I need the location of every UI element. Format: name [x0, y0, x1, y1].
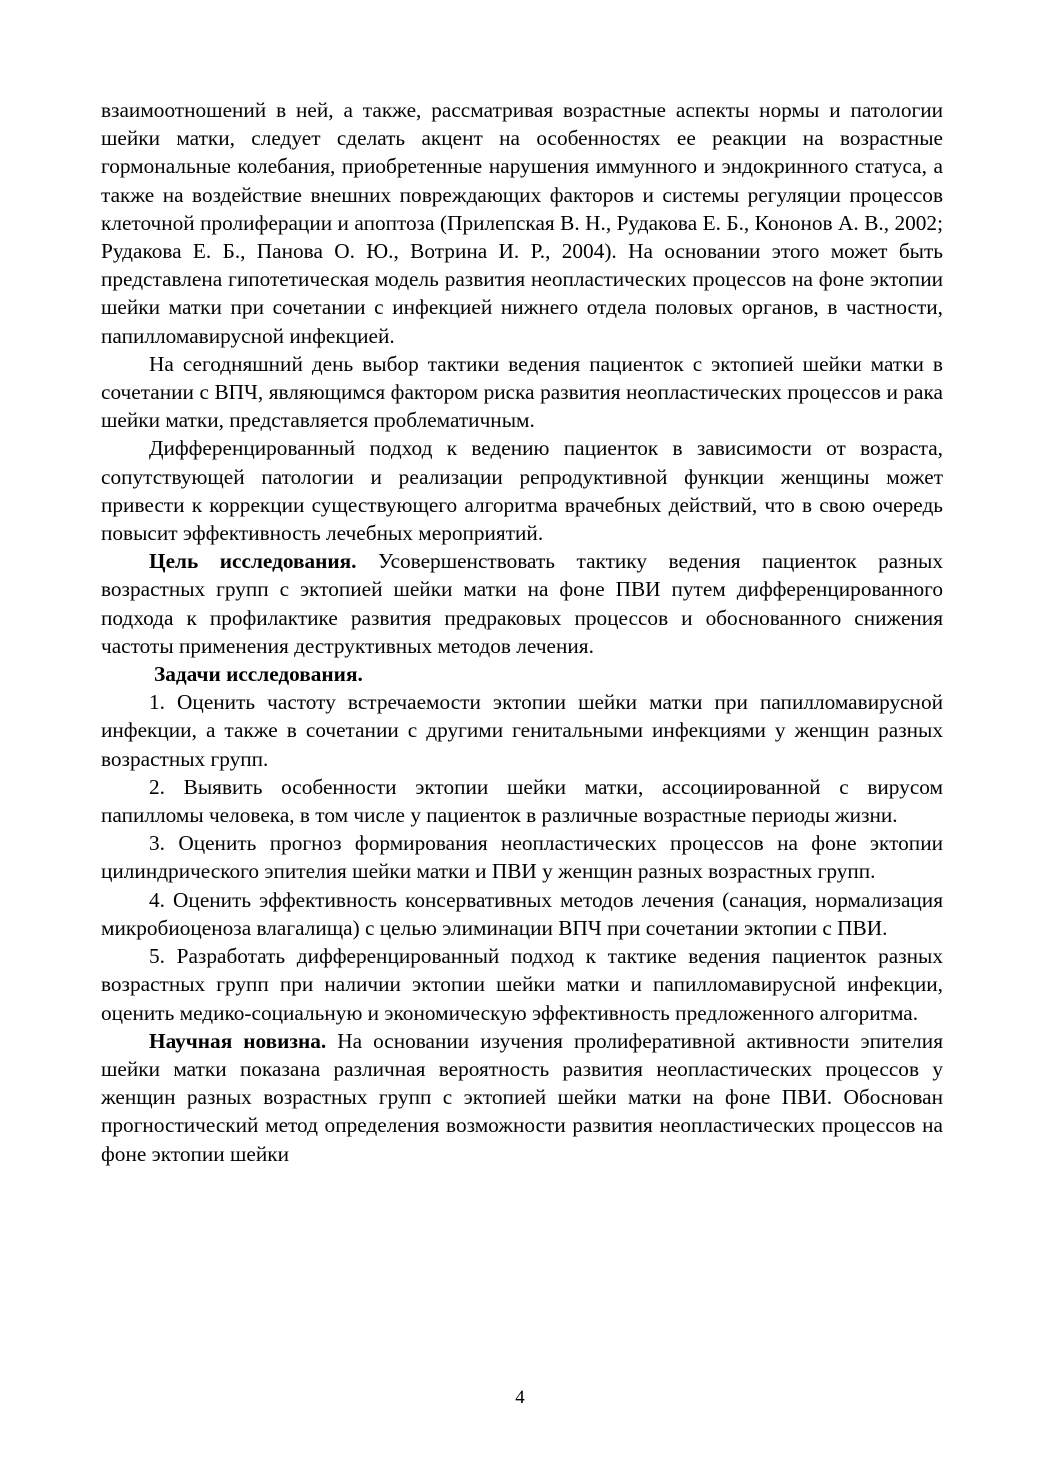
goal-text: Усовершенствовать тактику ведения пациенток разных возрастных групп с эктопией шейки матки на фоне ПВИ путем дифференцированного подхода к профилактике развития предраковых процессов и обоснованного снижения частоты применения деструктивных методов лечения. — [101, 549, 943, 658]
task-item-1: 1. Оценить частоту встречаемости эктопии шейки матки при папилломавирусной инфекции, а также в сочетании с другими генитальными инфекциями у женщин разных возрастных групп. — [101, 690, 943, 771]
tasks-heading: Задачи исследования. — [154, 662, 363, 687]
task-item-3: 3. Оценить прогноз формирования неопластических процессов на фоне эктопии цилиндрического эпителия шейки матки и ПВИ у женщин разных возрастных групп. — [101, 831, 943, 884]
paragraph-intro: взаимоотношений в ней, а также, рассматривая возрастные аспекты нормы и патологии шейки матки, следует сделать акцент на особенностях ее реакции на возрастные гормональные колебания, приобретенные нарушения иммунного и эндокринного статуса, а также на воздействие внешних повреждающих факторов и системы регуляции процессов клеточной пролиферации и апоптоза (Прилепская В. Н., Рудакова Е. Б., Кононов А. В., 2002; Рудакова Е. Б., Панова О. Ю., Вотрина И. Р., 2004). На основании этого может быть представлена гипотетическая модель развития неопластических процессов на фоне эктопии шейки матки при сочетании с инфекцией нижнего отдела половых органов, в частности, папилломавирусной инфекцией. — [101, 98, 943, 348]
task-item-4: 4. Оценить эффективность консервативных методов лечения (санация, нормализация микробиоценоза влагалища) с целью элиминации ВПЧ при сочетании эктопии с ПВИ. — [101, 887, 943, 940]
novelty-text: На основании изучения пролиферативной активности эпителия шейки матки показана различная вероятность развития неопластических процессов у женщин разных возрастных групп с эктопией шейки матки на фоне ПВИ. Обоснован прогностический метод определения возможности развития неопластических процессов на фоне эктопии шейки — [101, 1028, 943, 1166]
page-number: 4 — [515, 1387, 525, 1408]
paragraph-goal — [101, 547, 943, 660]
document-body — [101, 96, 943, 1168]
paragraph-approach: Дифференцированный подход к ведению пациенток в зависимости от возраста, сопутствующей патологии и реализации репродуктивной функции женщины может привести к коррекции существующего алгоритма врачебных действий, что в свою очередь повысит эффективность лечебных мероприятий. — [101, 436, 943, 546]
paragraph-tactics: На сегодняшний день выбор тактики ведения пациенток с эктопией шейки матки в сочетании с ВПЧ, являющимся фактором риска развития неопластических процессов и рака шейки матки, представляется проблематичным. — [101, 351, 943, 433]
task-item-2: 2. Выявить особенности эктопии шейки матки, ассоциированной с вирусом папилломы человека, в том числе у пациенток в различные возрастные периоды жизни. — [101, 774, 943, 828]
task-item-5: 5. Разработать дифференцированный подход к тактике ведения пациенток разных возрастных групп при наличии эктопии шейки матки и папилломавирусной инфекции, оценить медико-социальную и экономическую эффективность предложенного алгоритма. — [101, 944, 943, 1025]
novelty-label: Научная новизна. — [149, 1028, 327, 1053]
goal-label: Цель исследования. — [149, 549, 357, 574]
paragraph-novelty — [101, 1027, 943, 1168]
